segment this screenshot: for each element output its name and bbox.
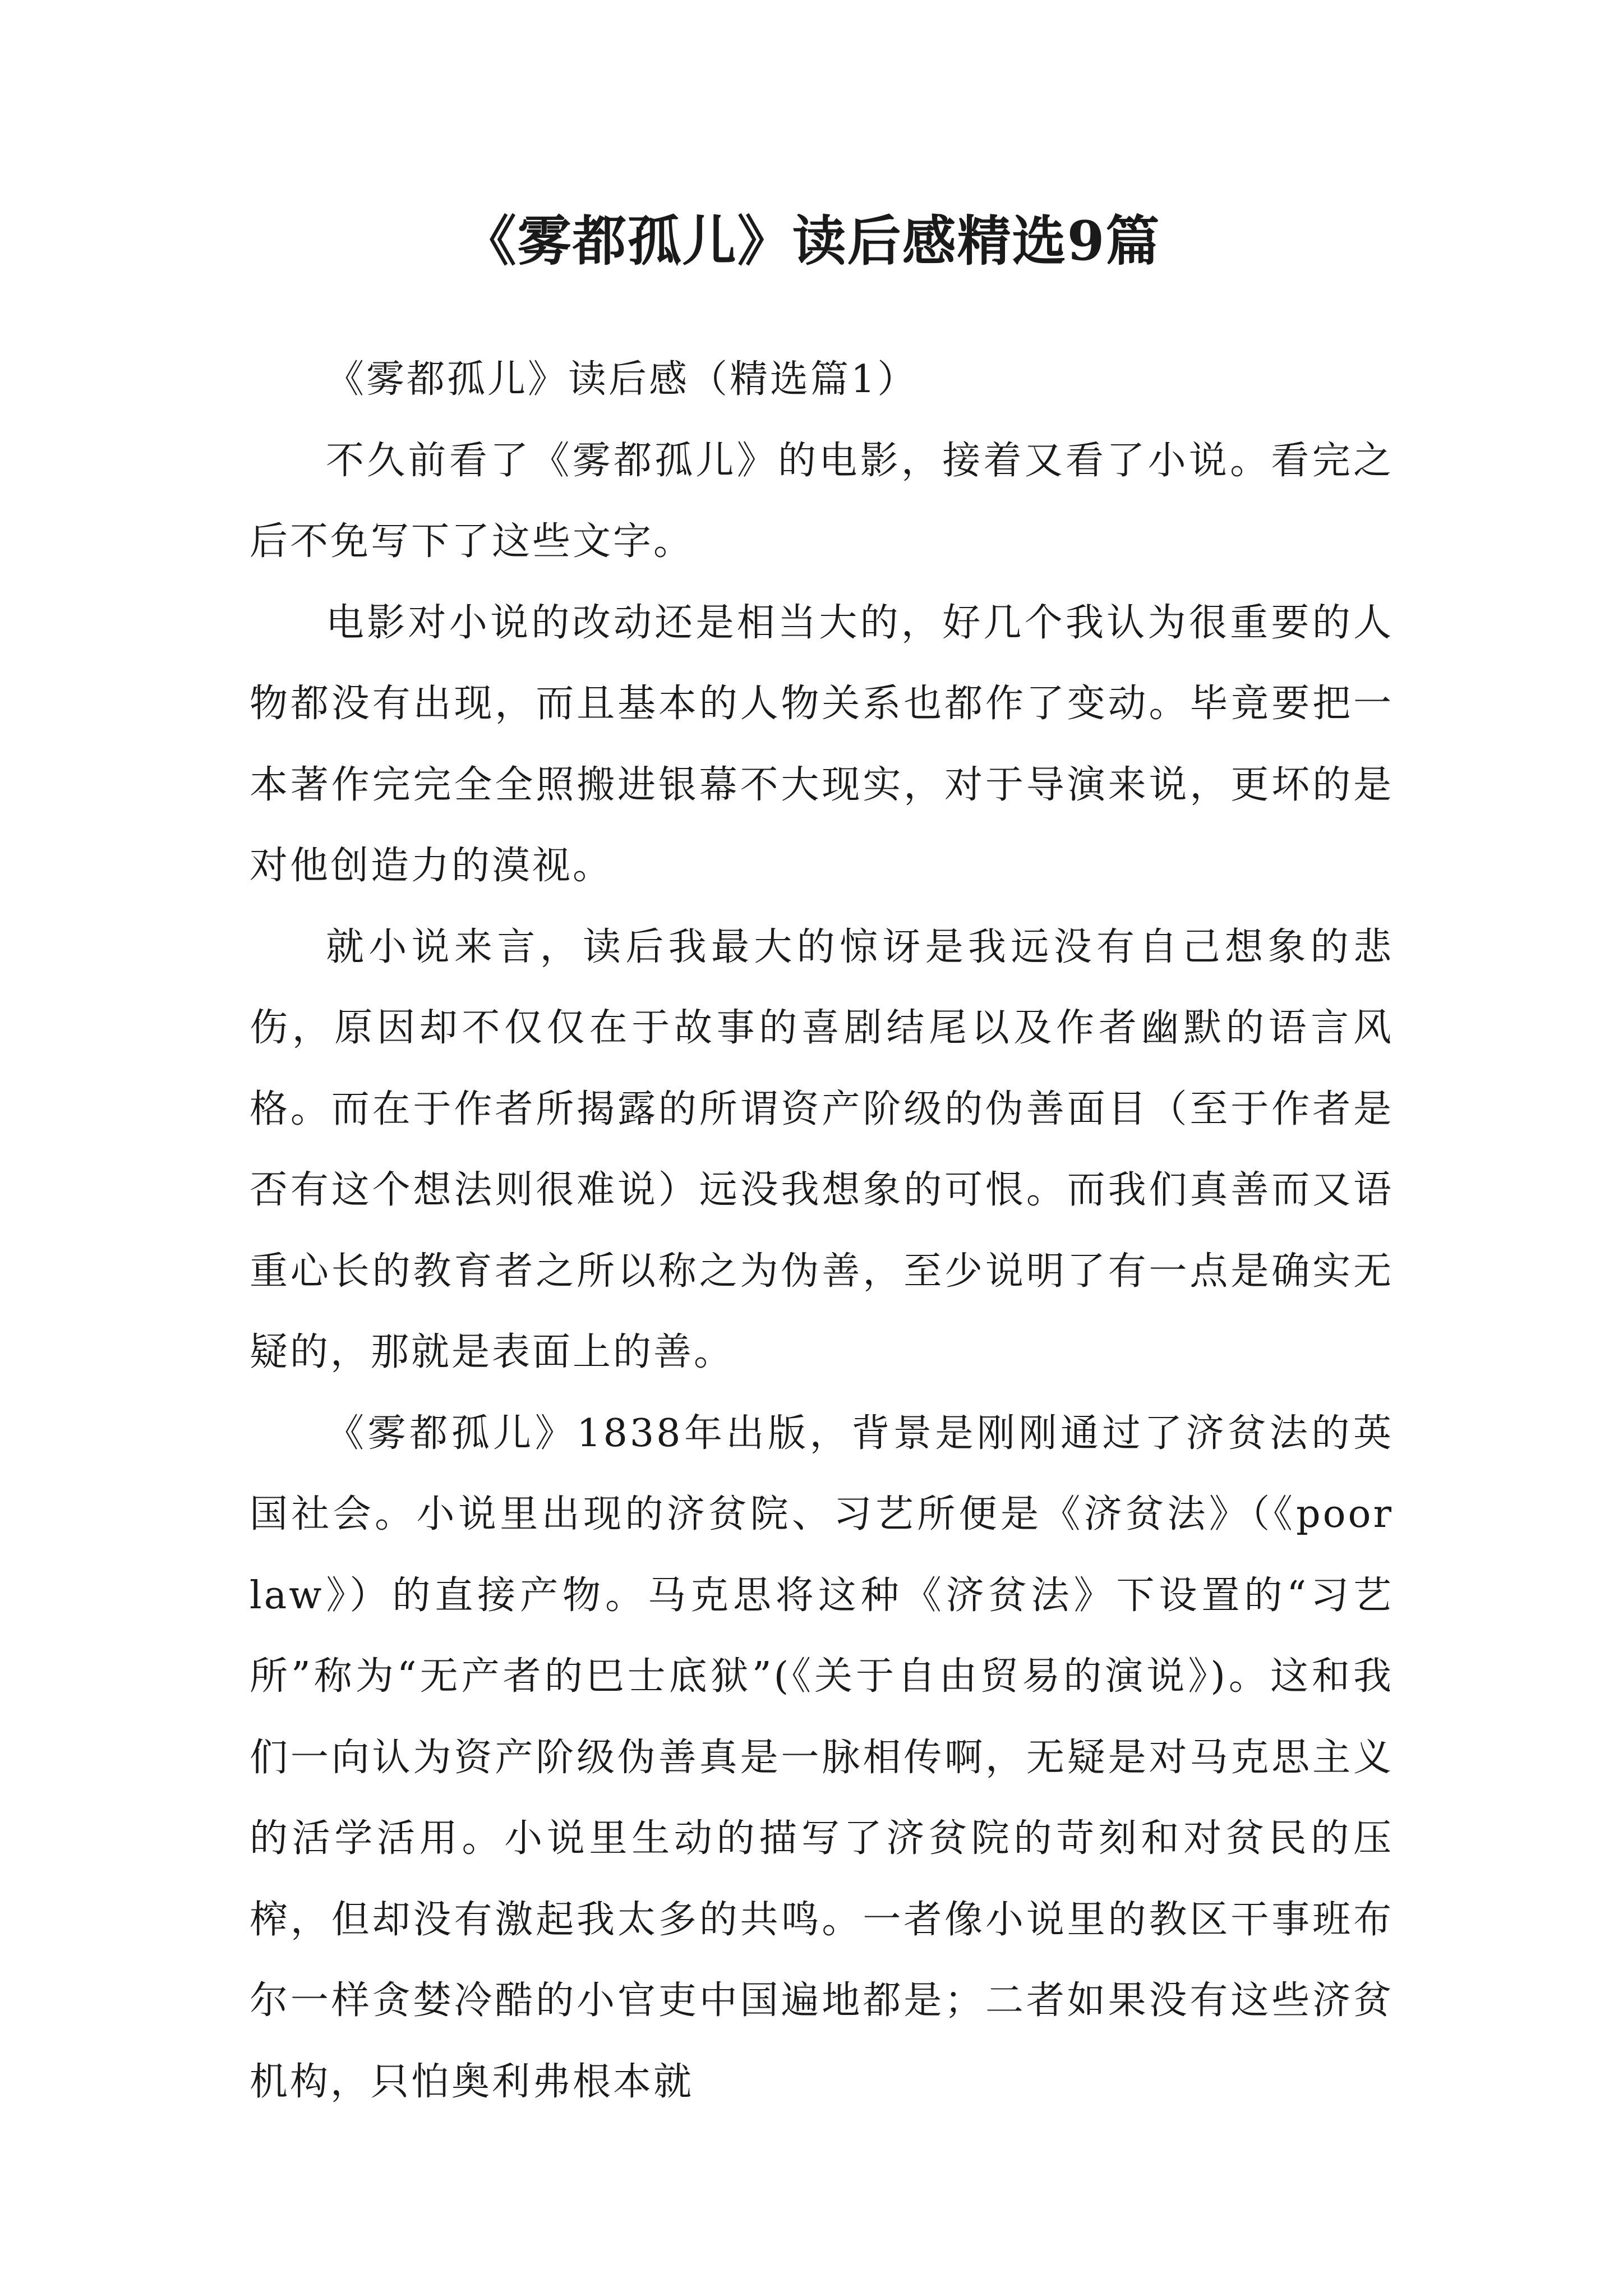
section-heading: 《雾都孤儿》读后感（精选篇1） (326, 357, 918, 402)
document-title: 《雾都孤儿》读后感精选9篇 (462, 209, 1161, 273)
paragraph: 不久前看了《雾都孤儿》的电影，接着又看了小说。看完之后不免写下了这些文字。 (250, 438, 1394, 564)
paragraph: 《雾都孤儿》1838年出版，背景是刚刚通过了济贫法的英国社会。小说里出现的济贫院、习艺所便是《济贫法》（《poor law》）的直接产物。马克思将这种《济贫法》下设置的“习艺所”称为“无产者的巴士底狱”(《关于自由贸易的演说》)。这和我们一向认为资产阶级伪善真是一脉相传啊，无疑是对马克思主义的活学活用。小说里生动的描写了济贫院的苛刻和对贫民的压榨，但却没有激起我太多的共鸣。一者像小说里的教区干事班布尔一样贪婪冷酷的小官吏中国遍地都是；二者如果没有这些济贫机构，只怕奥利弗根本就 (250, 1411, 1394, 2104)
paragraph: 就小说来言，读后我最大的惊讶是我远没有自己想象的悲伤，原因却不仅仅在于故事的喜剧结尾以及作者幽默的语言风格。而在于作者所揭露的所谓资产阶级的伪善面目（至于作者是否有这个想法则很难说）远没我想象的可恨。而我们真善而又语重心长的教育者之所以称之为伪善，至少说明了有一点是确实无疑的，那就是表面上的善。 (250, 924, 1394, 1374)
paragraph: 电影对小说的改动还是相当大的，好几个我认为很重要的人物都没有出现，而且基本的人物关系也都作了变动。毕竟要把一本著作完完全全照搬进银幕不大现实，对于导演来说，更坏的是对他创造力的漠视。 (250, 600, 1394, 888)
document-body (250, 339, 1394, 2123)
